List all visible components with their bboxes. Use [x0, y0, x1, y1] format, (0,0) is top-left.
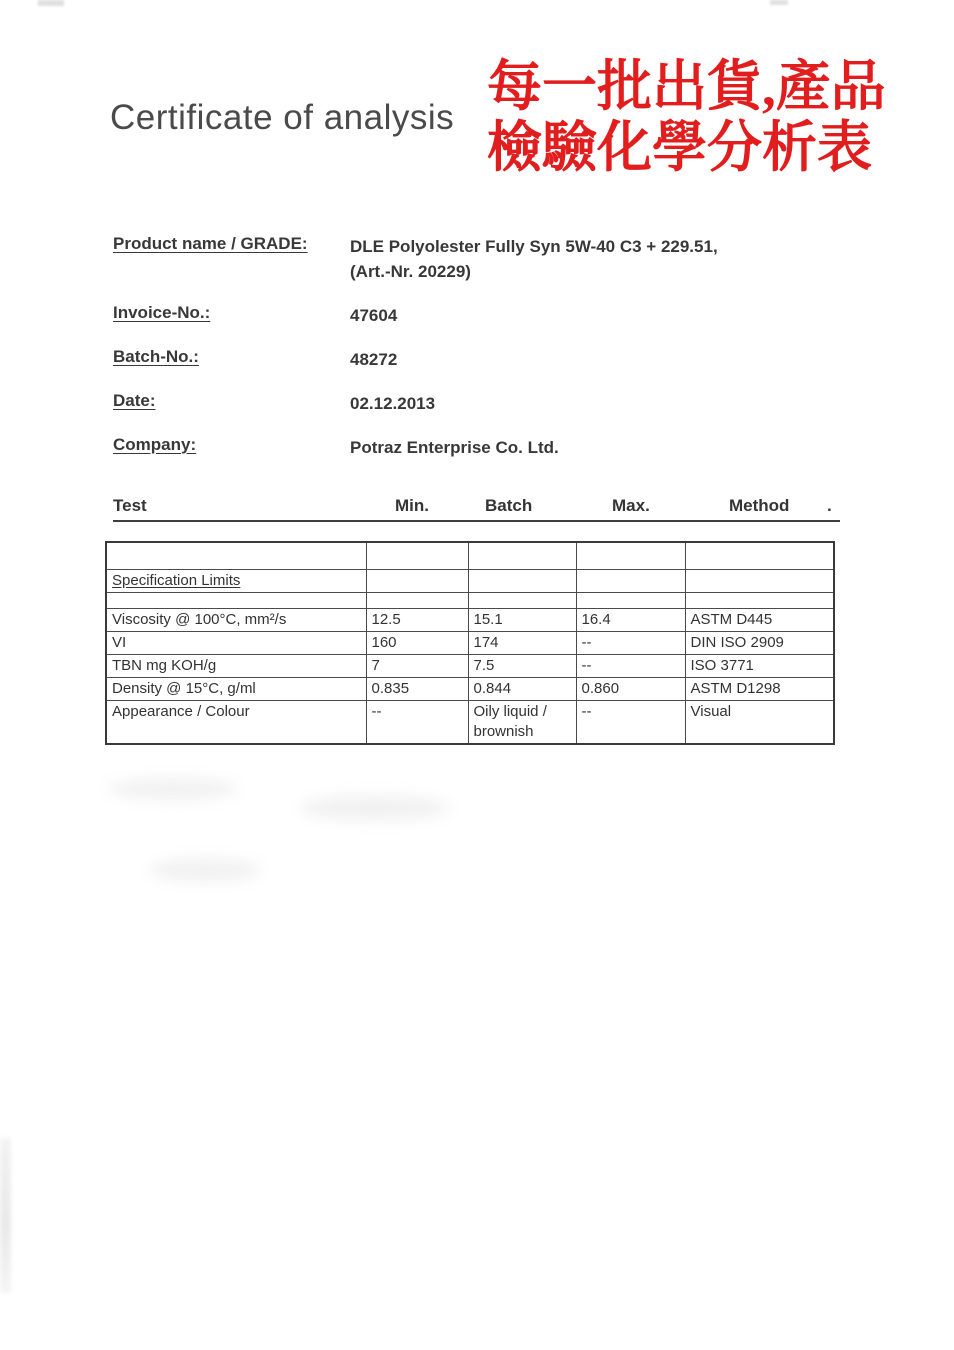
- product-value-line2: (Art.-Nr. 20229): [350, 262, 471, 281]
- col-header-method: Method: [729, 496, 790, 515]
- cell-min: --: [366, 700, 468, 744]
- results-header: [113, 496, 840, 522]
- table-row: [106, 631, 834, 654]
- cell-batch: 7.5: [468, 654, 576, 677]
- scan-artifact: [300, 795, 450, 821]
- cell-method: DIN ISO 2909: [685, 631, 834, 654]
- cell-min: 12.5: [366, 608, 468, 631]
- scan-artifact: [150, 858, 260, 882]
- cell-batch: 0.844: [468, 677, 576, 700]
- cell-batch: 15.1: [468, 608, 576, 631]
- cell-max: 16.4: [576, 608, 685, 631]
- cell-method: Visual: [685, 700, 834, 744]
- product-value-line1: DLE Polyolester Fully Syn 5W-40 C3 + 229.51,: [350, 237, 718, 256]
- cell-max: --: [576, 654, 685, 677]
- field-value: 47604: [350, 306, 398, 325]
- cell-batch: 174: [468, 631, 576, 654]
- scan-artifact: [770, 0, 788, 5]
- scan-artifact: [38, 0, 64, 6]
- scan-artifact: [108, 778, 238, 800]
- cell-test: Viscosity @ 100°C, mm²/s: [106, 608, 366, 631]
- table-row: [106, 608, 834, 631]
- field-value: Potraz Enterprise Co. Ltd.: [350, 438, 559, 457]
- cell-min: 7: [366, 654, 468, 677]
- table-row-spacer: [106, 592, 834, 608]
- page-title: Certificate of analysis: [110, 98, 455, 137]
- cell-method: ISO 3771: [685, 654, 834, 677]
- cell-test: TBN mg KOH/g: [106, 654, 366, 677]
- field-label: Product name / GRADE:: [113, 234, 308, 253]
- table-row: [106, 677, 834, 700]
- table-row-section: [106, 569, 834, 592]
- section-label: Specification Limits: [112, 571, 241, 589]
- cell-max: 0.860: [576, 677, 685, 700]
- col-header-batch: Batch: [485, 496, 533, 515]
- cell-test: VI: [106, 631, 366, 654]
- field-value: [350, 234, 820, 284]
- col-header-test: Test: [113, 496, 147, 515]
- field-value: 48272: [350, 350, 398, 369]
- cjk-line-2: 檢驗化學分析表: [487, 117, 873, 178]
- col-header-min: Min.: [395, 496, 429, 515]
- cell-min: 160: [366, 631, 468, 654]
- field-label: Company:: [113, 435, 197, 454]
- cell-method: ASTM D445: [685, 608, 834, 631]
- cell-method: ASTM D1298: [685, 677, 834, 700]
- field-label: Invoice-No.:: [113, 303, 211, 322]
- cell-max: --: [576, 700, 685, 744]
- table-row: [106, 654, 834, 677]
- cjk-line-1: 每一批出貨,產品: [487, 56, 886, 117]
- cell-batch: Oily liquid / brownish: [468, 700, 576, 744]
- field-label: Date:: [113, 391, 156, 410]
- specification-table: [105, 541, 835, 745]
- table-row: [106, 700, 834, 744]
- col-header-period: .: [827, 496, 832, 515]
- cell-min: 0.835: [366, 677, 468, 700]
- scan-edge-artifact: [0, 1138, 11, 1293]
- cell-test: Appearance / Colour: [106, 700, 366, 744]
- cell-test: Density @ 15°C, g/ml: [106, 677, 366, 700]
- field-value: 02.12.2013: [350, 394, 436, 413]
- col-header-max: Max.: [612, 496, 650, 515]
- cjk-heading: [487, 56, 886, 178]
- table-row-empty: [106, 542, 834, 569]
- field-label: Batch-No.:: [113, 347, 199, 366]
- cell-max: --: [576, 631, 685, 654]
